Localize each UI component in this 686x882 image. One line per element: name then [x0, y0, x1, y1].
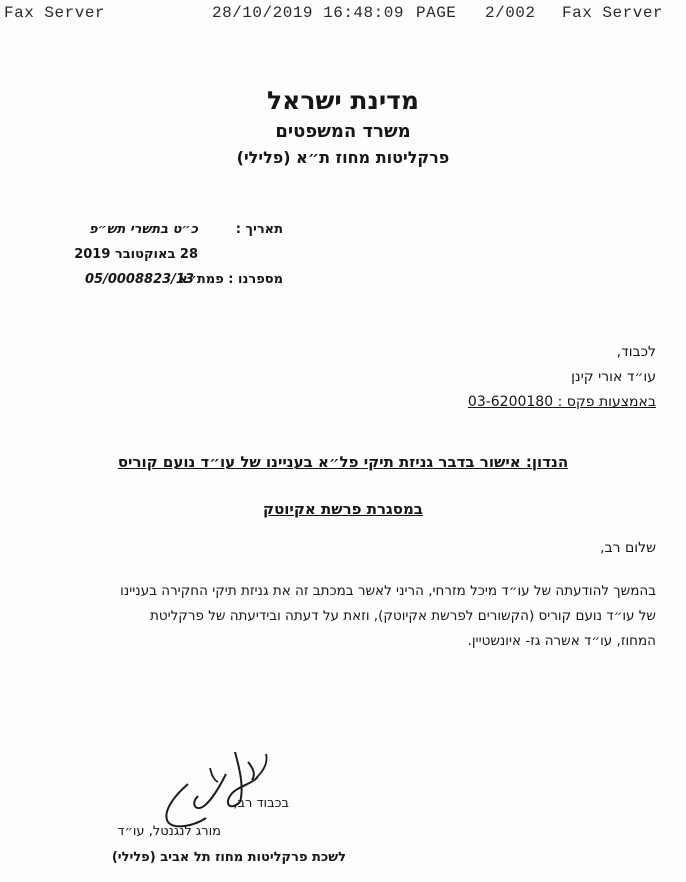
fax-sender-right: Fax Server: [562, 4, 664, 22]
subject-line-1: הנדון: אישור בדבר גניזת תיקי פל״א בעניינו של עו״ד נועם קוריס: [117, 453, 569, 471]
fax-datetime: 28/10/2019 16:48:09: [212, 4, 404, 22]
recipient-name: עו״ד אורי קינן: [571, 369, 656, 385]
letterhead-state: מדינת ישראל: [267, 86, 419, 115]
closing-office: לשכת פרקליטות מחוז תל אביב (פלילי): [111, 850, 346, 865]
gregorian-date: 28 באוקטובר 2019: [74, 247, 198, 262]
body-line-2: של עו״ד נועם קוריס (הקשורים לפרשת אקיוטק), וזאת על דעתה ובידיעתה של פרקליטת: [149, 608, 656, 624]
subject-line-2: במסגרת פרשת אקיוטק: [263, 500, 423, 518]
body-line-1: בהמשך להודעתה של עו״ד מיכל מזרחי, הריני לאשר במכתב זה את גניזת תיקי החקירה בעניינו: [120, 583, 656, 599]
fax-page-label: PAGE: [416, 4, 457, 22]
recipient-fax: באמצעות פקס : 03-6200180: [467, 394, 656, 410]
reference-number: 05/0008823/13: [85, 272, 194, 287]
recipient-salutation: לכבוד,: [616, 344, 656, 360]
date-label: תאריך :: [235, 222, 283, 237]
hebrew-date: כ״ט בתשרי תש״פ: [88, 222, 198, 237]
letterhead-ministry: משרד המשפטים: [275, 121, 411, 142]
signer-name: מורג לנגנטל, עו״ד: [117, 824, 221, 839]
fax-page-number: 2/002: [485, 4, 536, 22]
fax-sender-left: Fax Server: [4, 4, 106, 22]
body-line-3: המחוז, עו״ד אשרה גז- איונשטיין.: [467, 633, 656, 649]
reference-label: מספרנו : פמת״א: [178, 272, 283, 287]
handwritten-signature: [140, 740, 280, 835]
closing-regards: בכבוד רב,: [233, 796, 289, 811]
greeting: שלום רב,: [600, 540, 656, 556]
letterhead-office: פרקליטות מחוז ת״א (פלילי): [236, 148, 450, 167]
